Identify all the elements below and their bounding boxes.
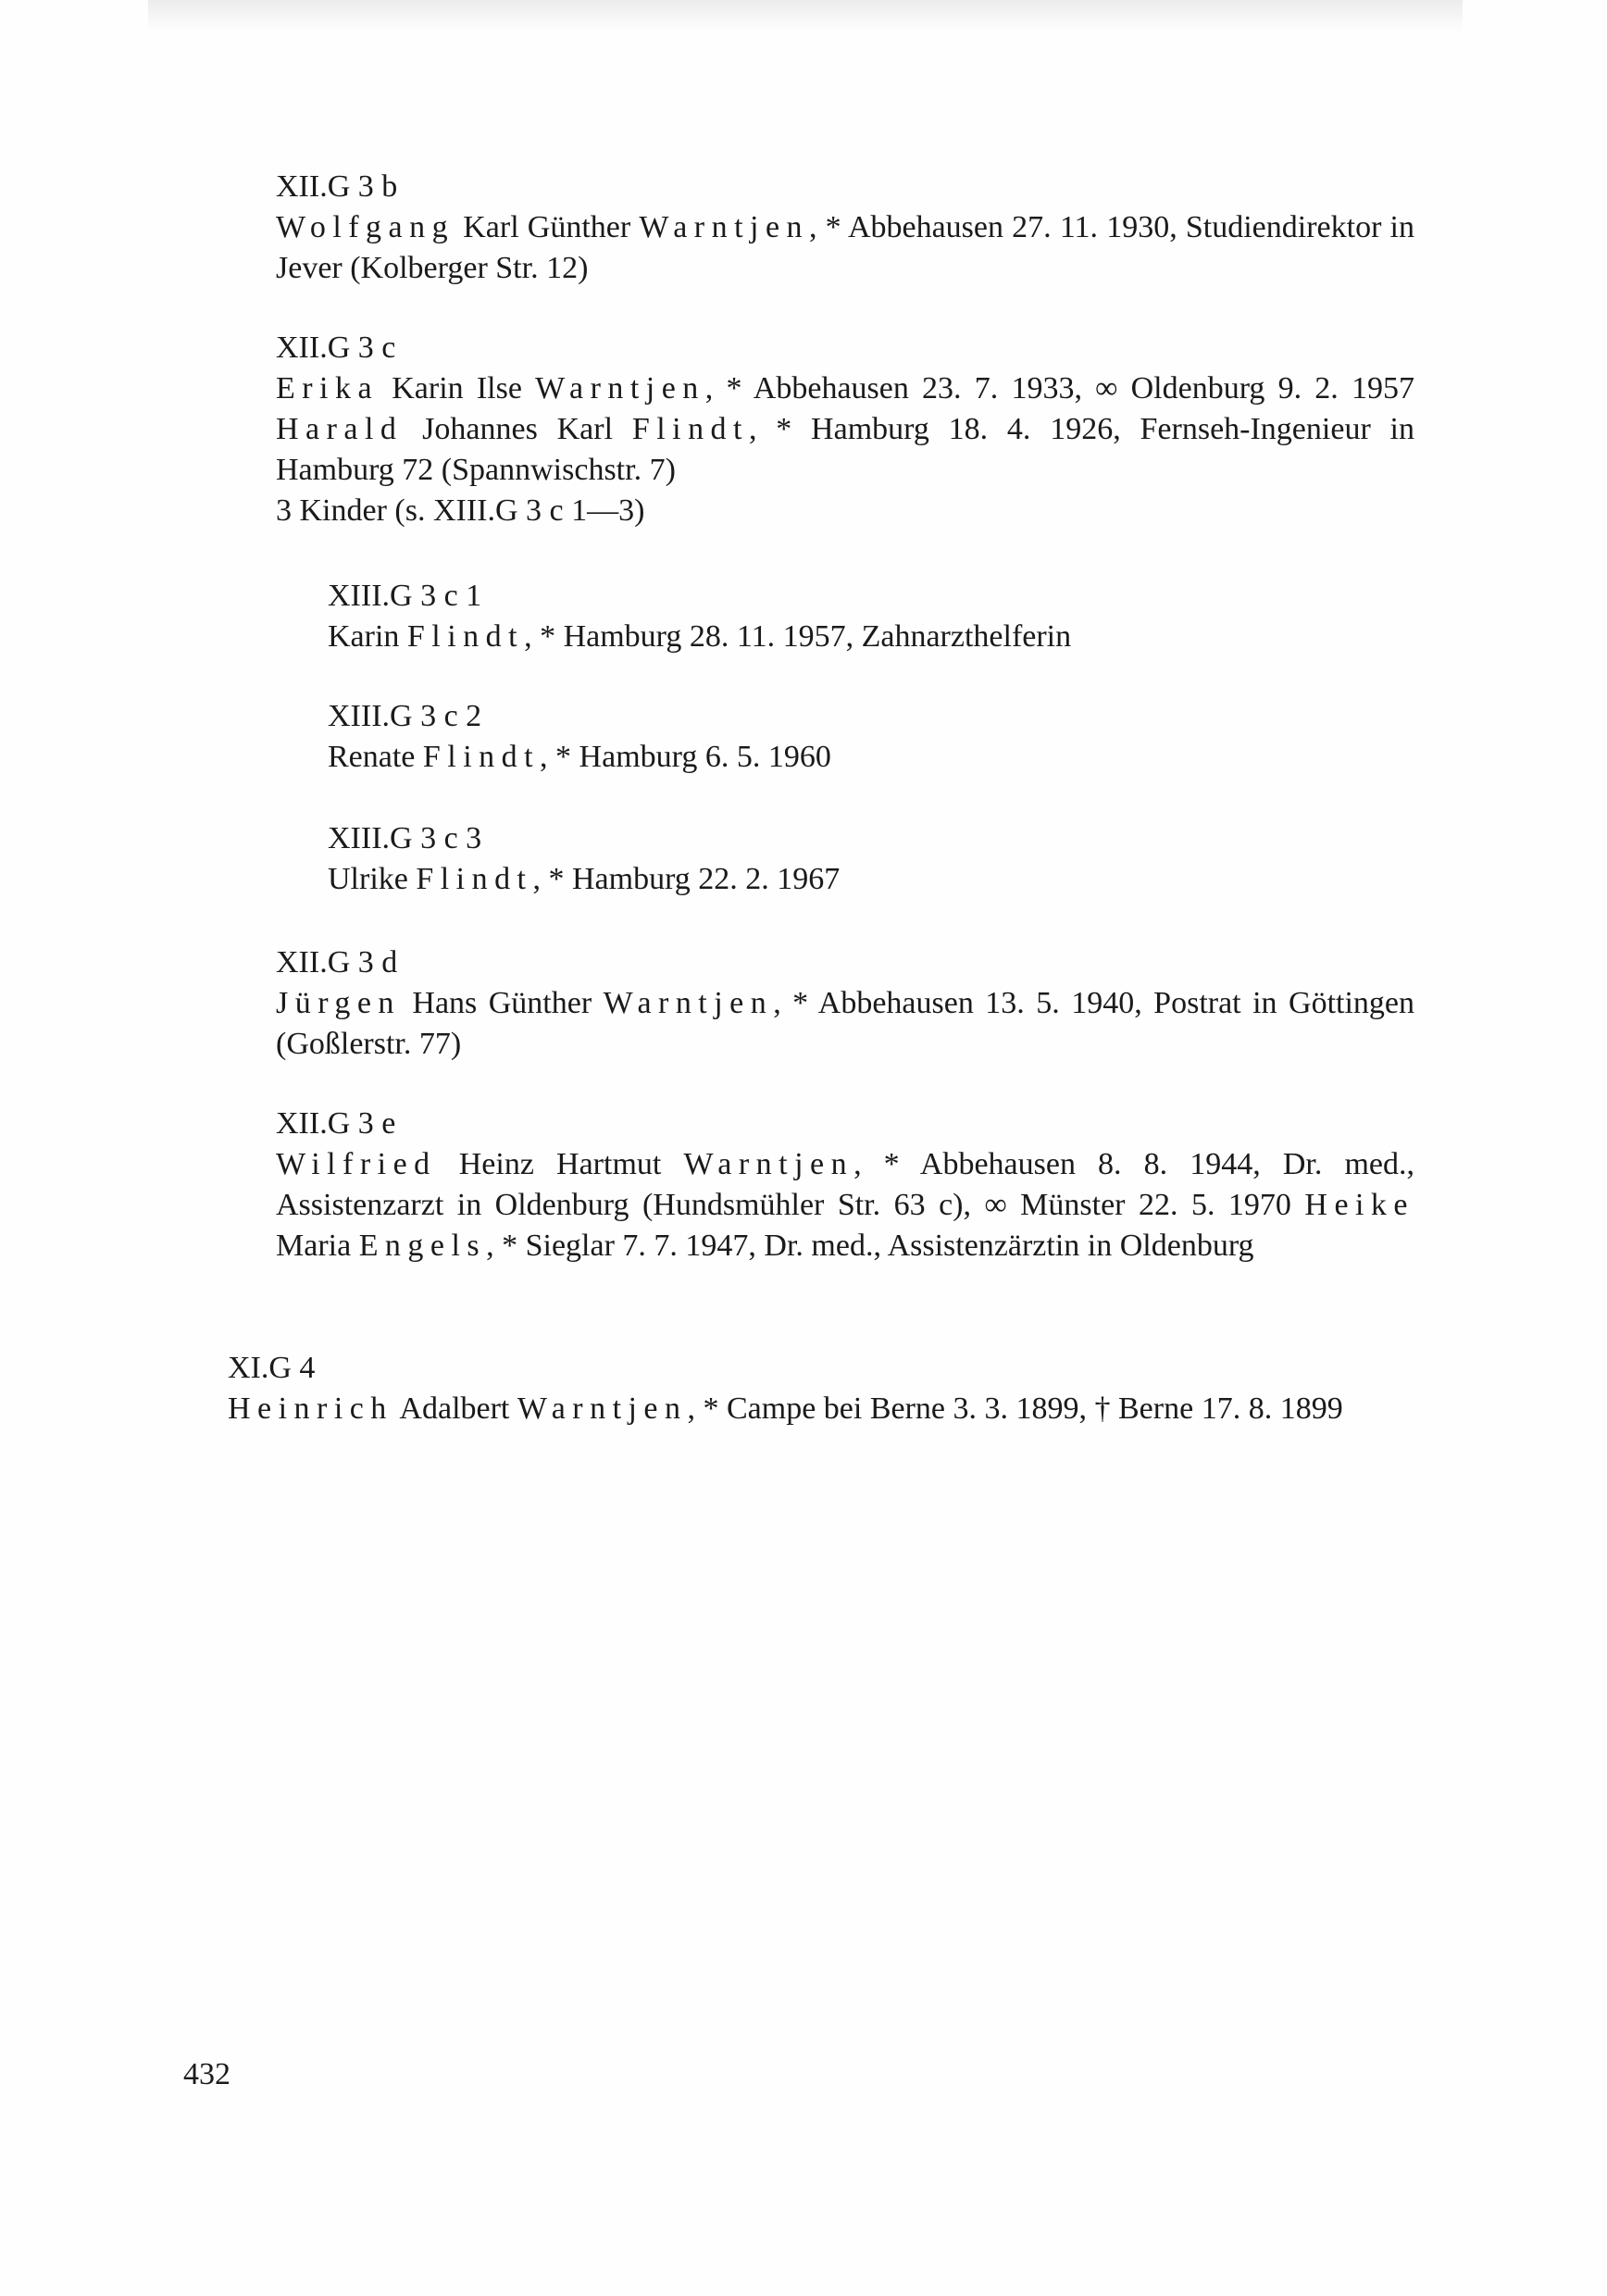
- entry-details: , * Abbehausen 23. 7. 1933, ∞ Oldenburg 9. 2. 1957: [704, 371, 1415, 406]
- middle-names: Adalbert: [392, 1391, 517, 1426]
- given-name: Wilfried: [276, 1147, 437, 1181]
- given-name: Ulrike: [328, 862, 408, 896]
- entry-text: [328, 859, 1414, 900]
- spouse-details: , * Hamburg 18. 4. 1926, Fernseh-Ingenieur in Hamburg 72 (Spannwischstr. 7): [276, 412, 1414, 487]
- children-note: 3 Kinder (s. XIII.G 3 c 1—3): [276, 493, 645, 528]
- middle-names: Karin Ilse: [379, 371, 536, 406]
- entry-code: XII.G 3 b: [276, 169, 398, 204]
- entry-xii-g-3-c: [276, 328, 1414, 531]
- entry-details: , * Abbehausen 27. 11. 1930, Studiendirektor in Jever (Kolberger Str. 12): [276, 210, 1415, 285]
- given-name: Erika: [276, 371, 380, 406]
- surname: Warntjen: [535, 371, 705, 406]
- surname: Flindt: [406, 619, 525, 654]
- entry-details: , * Hamburg 28. 11. 1957, Zahnarzthelferin: [524, 619, 1072, 654]
- entry-text: [228, 1389, 1414, 1429]
- entry-text: [328, 737, 1414, 778]
- entry-code: XII.G 3 e: [276, 1106, 396, 1141]
- surname: Warntjen: [683, 1147, 854, 1181]
- spouse-given-name: Heike: [1304, 1188, 1414, 1222]
- entry-code: XIII.G 3 c 1: [328, 579, 482, 613]
- scan-shadow: [148, 0, 1463, 31]
- surname: Warntjen: [603, 986, 774, 1020]
- page-number: 432: [183, 2057, 230, 2091]
- middle-names: Hans Günther: [400, 986, 604, 1020]
- entry-text: [276, 983, 1414, 1065]
- given-name: Renate: [328, 740, 416, 774]
- given-name: Jürgen: [276, 986, 401, 1020]
- entry-text: [276, 368, 1414, 491]
- entry-xi-g-4: [228, 1348, 1414, 1429]
- entry-xiii-g-3-c-3: [328, 818, 1414, 900]
- entry-code: XII.G 3 c: [276, 331, 396, 365]
- surname: Flindt: [416, 862, 533, 896]
- surname: Warntjen: [517, 1391, 688, 1426]
- entry-details: , * Abbehausen 8. 8. 1944, Dr. med., Assistenzarzt in Oldenburg (Hundsmühler Str. 63 c), ∞ Münster 22. 5. 1970: [276, 1147, 1414, 1222]
- entry-code: XI.G 4: [228, 1351, 316, 1385]
- spouse-surname: Engels: [358, 1229, 487, 1263]
- entry-xiii-g-3-c-2: [328, 696, 1414, 778]
- entry-xii-g-3-e: [276, 1104, 1414, 1267]
- given-name: Karin: [328, 619, 400, 654]
- surname: Flindt: [422, 740, 541, 774]
- entry-code: XII.G 3 d: [276, 945, 398, 980]
- middle-names: Heinz Hartmut: [436, 1147, 684, 1181]
- entry-text: [276, 207, 1414, 289]
- entry-code: XIII.G 3 c 2: [328, 699, 482, 733]
- given-name: Wolfgang: [276, 210, 455, 244]
- spouse-details: , * Sieglar 7. 7. 1947, Dr. med., Assistenzärztin in Oldenburg: [486, 1229, 1254, 1263]
- entry-xii-g-3-d: [276, 942, 1414, 1065]
- spouse-middle-names: Johannes Karl: [403, 412, 632, 446]
- entry-xii-g-3-b: [276, 167, 1414, 289]
- surname: Warntjen: [639, 210, 809, 244]
- entry-text: [276, 1144, 1414, 1267]
- entry-details: , * Abbehausen 13. 5. 1940, Postrat in Göttingen (Goßlerstr. 77): [276, 986, 1414, 1061]
- spouse-given-name: Harald: [276, 412, 404, 446]
- entry-details: , * Campe bei Berne 3. 3. 1899, † Berne 17. 8. 1899: [687, 1391, 1343, 1426]
- entry-details: , * Hamburg 6. 5. 1960: [540, 740, 831, 774]
- entry-xiii-g-3-c-1: [328, 576, 1414, 657]
- spouse-middle-names: Maria: [276, 1229, 359, 1263]
- middle-names: Karl Günther: [455, 210, 640, 244]
- entry-code: XIII.G 3 c 3: [328, 821, 482, 855]
- spouse-surname: Flindt: [631, 412, 749, 446]
- given-name: Heinrich: [228, 1391, 393, 1426]
- entry-text: [328, 617, 1414, 657]
- entry-details: , * Hamburg 22. 2. 1967: [532, 862, 841, 896]
